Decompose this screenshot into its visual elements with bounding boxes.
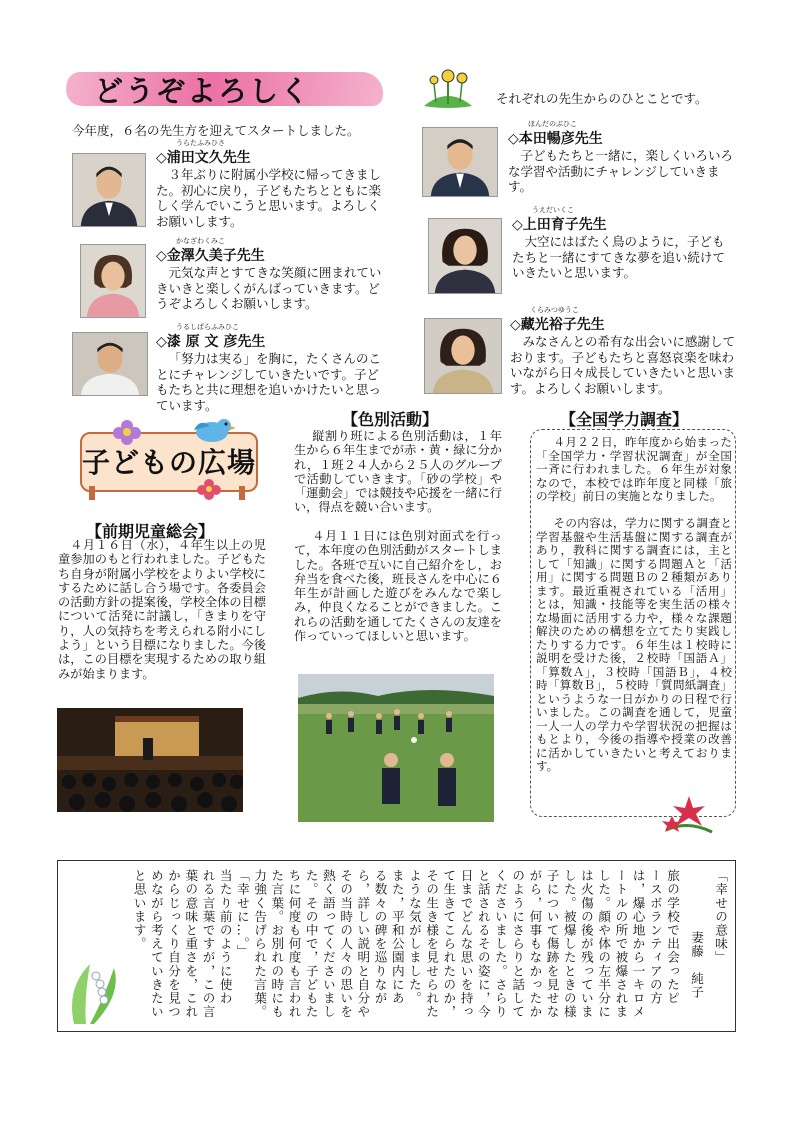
essay-author: 妻藤 純子 xyxy=(689,931,704,999)
teacher-message: みなさんとの希有な出会いに感謝しております。子どもたちと喜怒哀楽を味わいながら日々成長していきたいと思います。よろしくお願いします。 xyxy=(510,334,736,396)
teacher-block-kanazawa xyxy=(156,237,384,312)
essay-line: その生き様を見せられた xyxy=(424,869,440,1019)
essay-title: 「幸せの意味」 xyxy=(713,869,728,965)
teacher-photo-urushibara xyxy=(72,332,148,396)
color-activity-photo xyxy=(298,674,494,822)
teacher-block-ueda xyxy=(512,206,736,281)
teacher-ruby: うらたふみひさ xyxy=(176,139,225,147)
national-test-body-2: その内容は，学力に関する調査と学習基盤や生活基盤に関する調査があり，教科に関する調査には，主として「知識」に関する問題Ａと「活用」に関する問題Ｂの２種類があります。最近重視されている「活用」とは，知識・技能等を実生活の様々な場面に活用する力や，様々な課題解決のための構想を立てたり実践したりする力です。６年生は１校時に説明を受けた後，２校時「国語Ａ」「算数Ａ」，３校時「国語Ｂ」，４校時「算数Ｂ」，５校時「質問紙調査」というような一日がかりの日程で行いました。この調査を通して，児童一人一人の学力や学習状況の把握はもとより，今後の指導や授業の改善に活かしていきたいと考えております。 xyxy=(536,516,732,773)
essay-line: がら，何事もなかったか xyxy=(527,869,543,1019)
intro-text: 今年度，６名の先生方を迎えてスタートしました。 xyxy=(72,123,360,138)
teacher-photo-kanazawa xyxy=(80,244,146,318)
essay-line: 子について傷跡を見せな xyxy=(544,869,560,1019)
teacher-block-urata xyxy=(156,139,384,229)
teacher-name: ◇本田暢彦先生 xyxy=(508,131,603,147)
small-flower-icon xyxy=(196,478,222,500)
essay-line: からじっくり自分を見つ xyxy=(166,869,182,1019)
teacher-block-honda xyxy=(508,120,736,195)
essay-line: のようにさらりと話して xyxy=(510,869,526,1019)
color-activity-body-1: 縦割り班による色別活動は，１年生から６年生までが赤・黄・緑に分かれ，１班２４人から２５人のグループで活動していきます。「砂の学校」や「運動会」では競技や応援を一緒に行い，得点を競い合います。 xyxy=(294,429,502,515)
essay-line: また，平和公園内にあ xyxy=(389,869,405,1005)
teacher-photo-ueda xyxy=(428,218,502,294)
page-title: どうぞよろしく xyxy=(94,74,312,108)
essay-line: その当時の人々の思いを xyxy=(338,869,354,1019)
essay-column-box xyxy=(57,860,736,1032)
dandelion-flower-icon xyxy=(420,66,476,112)
essay-line: 当たり前のように使わ xyxy=(217,869,233,1005)
essay-line: た。その中で，子どもた xyxy=(303,869,319,1019)
flower-icon xyxy=(110,418,144,446)
essay-body xyxy=(121,869,681,1027)
red-flower-icon xyxy=(660,790,718,838)
sign-leg-right xyxy=(232,486,252,500)
national-test-heading: 【全国学力調査】 xyxy=(560,410,689,429)
national-test-body-1: ４月２２日，昨年度から始まった「全国学力・学習状況調査」が全国一斉に行われました。６年生が対象なので，本校では昨年度と同様「旅の学校」前日の実施となりました。 xyxy=(536,435,732,503)
bird-icon xyxy=(190,414,236,444)
page-subtitle: それぞれの先生からのひとことです。 xyxy=(496,91,708,106)
teacher-photo-urata xyxy=(72,153,146,227)
essay-line: ースボランティアの方 xyxy=(647,869,663,1005)
teacher-message: 大空にはばたく鳥のように，子どもたちと一緒にすてきな夢を追い続けていきたいと思います。 xyxy=(512,234,725,280)
teacher-photo-kuramitsu xyxy=(424,318,502,394)
essay-line: た言葉。お別れの時にも xyxy=(269,869,285,1019)
assembly-body: ４月１６日（水），４年生以上の児童参加のもと行われました。子どもたち自身が附属小学校をよりよい学校にするために話し合う場です。各委員会の活動方針の提案後，学校全体の目標について活発に討議し，「きまりを守り，人の気持ちを考えられる附小にしよう」という目標になりました。今後は，この目標を実現するための取り組みが始まります。 xyxy=(58,538,266,681)
essay-line: と話されるその姿に，今 xyxy=(475,869,491,1019)
essay-line: 葉の意味と重さを，これ xyxy=(183,869,199,1019)
teacher-ruby: ほんだのぶひこ xyxy=(528,120,577,128)
essay-line: 熱く語ってくださいまし xyxy=(320,869,336,1019)
essay-line: ちに何度も何度も言われ xyxy=(286,869,302,1019)
teacher-message: 元気な声とすてきな笑顔に囲まれていきいきと楽しくがんばっていきます。どうぞよろしくお願いします。 xyxy=(156,265,382,311)
color-activity-body-2: ４月１１日には色別対面式を行って，本年度の色別活動がスタートしました。各班で互いに自己紹介をし，お弁当を食べた後，班長さんを中心に６年生が計画した遊びをみんなで楽しみ，仲良くなることができました。これらの活動を通してたくさんの友達を作っていってほしいと思います。 xyxy=(294,529,502,644)
essay-line: ような気がしました。 xyxy=(406,869,422,1005)
essay-line: は火傷の後が残っていま xyxy=(578,869,594,1019)
essay-line: て生きてこられたのか， xyxy=(441,869,457,1019)
essay-line: れる言葉ですが，この言 xyxy=(200,869,216,1019)
teacher-message: 子どもたちと一緒に，楽しくいろいろな学習や活動にチャレンジしていきます。 xyxy=(508,148,734,194)
essay-line: と思います。 xyxy=(131,869,147,951)
essay-line: めながら考えていきたい xyxy=(148,869,164,1019)
kids-square-title: 子どもの広場 xyxy=(81,446,256,479)
essay-line: ートルの所で被爆されま xyxy=(613,869,629,1019)
assembly-photo xyxy=(57,708,243,812)
essay-line: くださいました。さらり xyxy=(492,869,508,1019)
essay-line: 日までどんな思いを持っ xyxy=(458,869,474,1019)
teacher-name: ◇藏光裕子先生 xyxy=(510,317,605,333)
essay-line: は，爆心地から一キロメ xyxy=(630,869,646,1019)
teacher-ruby: くらみつゆうこ xyxy=(530,306,579,314)
teacher-ruby: かなざわくみこ xyxy=(176,237,225,245)
color-activity-heading: 【色別活動】 xyxy=(342,410,439,429)
teacher-ruby: うえだいくこ xyxy=(532,206,574,214)
teacher-name: ◇上田育子先生 xyxy=(512,217,607,233)
teacher-message: ３年ぶりに附属小学校に帰ってきました。初心に戻り，子どもたちとともに楽しく学んでいこうと思います。よろしくお願いします。 xyxy=(156,167,382,229)
teacher-photo-honda xyxy=(422,127,498,197)
essay-line: 旅の学校で出会ったピ xyxy=(665,869,680,1005)
essay-line: 「幸せに…。」 xyxy=(234,869,250,958)
essay-line: る数々の碑を巡りなが xyxy=(372,869,388,1005)
assembly-heading: 【前期児童総会】 xyxy=(86,522,215,541)
teacher-ruby: うるしばらふみひこ xyxy=(176,323,239,331)
teacher-block-urushibara xyxy=(156,323,386,413)
essay-line: ら，詳しい説明と自分や xyxy=(355,869,371,1019)
teacher-name: ◇浦田文久先生 xyxy=(156,150,251,166)
sign-leg-left xyxy=(82,486,102,500)
teacher-message: 「努力は実る」を胸に，たくさんのことにチャレンジしていきたいです。子どもたちと共に理想を追いかけたいと思っています。 xyxy=(156,351,382,413)
teacher-name: ◇漆 原 文 彦先生 xyxy=(156,334,266,350)
essay-line: 力強く告げられた言葉。 xyxy=(252,869,268,1019)
title-banner xyxy=(66,66,384,110)
essay-line: した。顔や体の左半分に xyxy=(596,869,612,1019)
teacher-name: ◇金澤久美子先生 xyxy=(156,248,265,264)
teacher-block-kuramitsu xyxy=(510,306,736,396)
lily-of-the-valley-icon xyxy=(64,958,124,1026)
essay-line: した。被爆したときの様 xyxy=(561,869,577,1019)
